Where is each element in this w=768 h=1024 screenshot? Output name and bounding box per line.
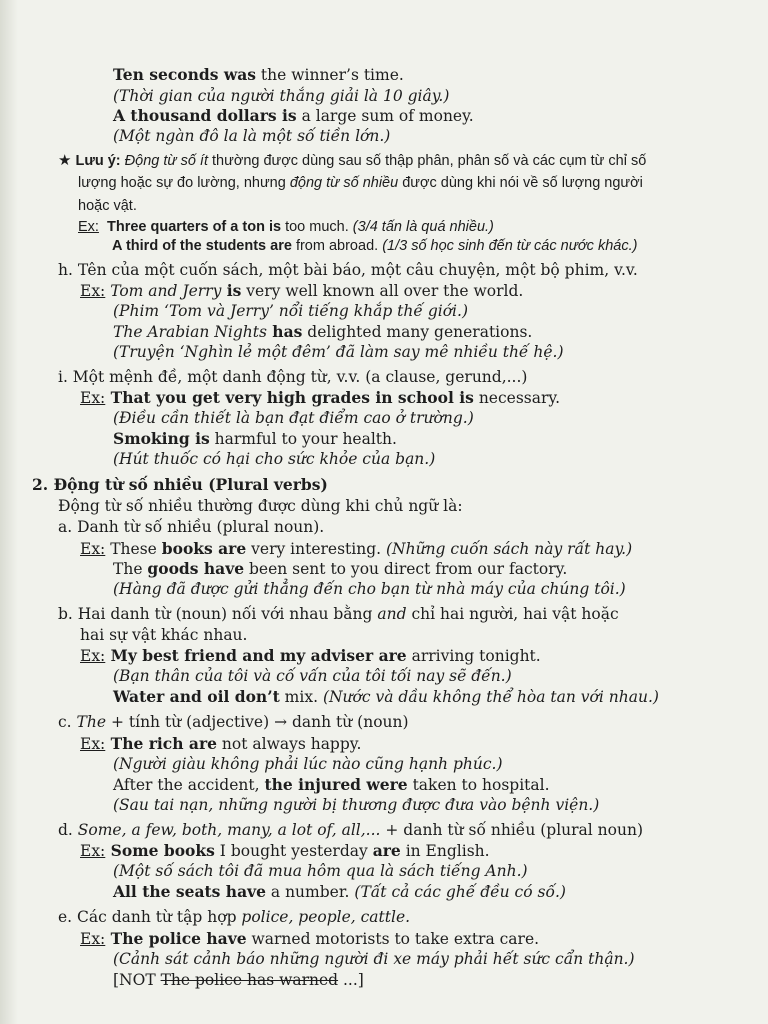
bold-text: are <box>372 841 401 860</box>
translation-line: (Một số sách tôi đã mua hôm qua là sách tiếng Anh.) <box>113 862 528 880</box>
star-icon: ★ <box>58 151 72 169</box>
text: delighted many generations. <box>302 323 533 341</box>
struck-text: The police has warned <box>160 971 339 989</box>
example-line <box>80 929 539 949</box>
text: These <box>105 540 162 558</box>
text: the winner’s time. <box>256 66 404 84</box>
bold-text: The police have <box>105 929 247 948</box>
section-e-title <box>58 907 410 927</box>
text: a large sum of money. <box>296 107 474 125</box>
ex-label: Ex: <box>80 540 106 558</box>
text: not always happy. <box>216 735 362 753</box>
text: ...] <box>338 971 364 989</box>
text: arriving tonight. <box>406 647 541 665</box>
text: [NOT <box>113 971 161 989</box>
bold-text: A thousand dollars is <box>113 106 297 125</box>
section-h-title: h. Tên của một cuốn sách, một bài báo, một câu chuyện, một bộ phim, v.v. <box>58 261 638 279</box>
italic-text: Some, a few, both, many, a lot of, all,... <box>77 821 381 839</box>
bold-text: is <box>221 281 242 300</box>
italic-text: (Nước và dầu không thể hòa tan với nhau.) <box>322 688 659 706</box>
translation-line: (Hút thuốc có hại cho sức khỏe của bạn.) <box>113 450 436 468</box>
translation-line: (Truyện ‘Nghìn lẻ một đêm’ đã làm say mê nhiều thế hệ.) <box>113 343 564 361</box>
example-line <box>113 775 550 795</box>
example-line <box>113 559 567 579</box>
page-edge-shadow <box>0 0 18 1024</box>
italic-text: The Arabian Nights <box>113 323 267 341</box>
bold-text: Three quarters of a ton is <box>107 219 282 235</box>
translation-line: (Người giàu không phải lúc nào cũng hạnh phúc.) <box>113 755 503 773</box>
text: e. Các danh từ tập hợp <box>58 908 242 926</box>
note-example-line <box>112 236 637 256</box>
example-line <box>113 882 566 902</box>
bold-text: the injured were <box>264 775 408 794</box>
example-line <box>80 539 632 559</box>
bold-text: All the seats have <box>113 882 266 901</box>
ex-label: Ex: <box>80 389 106 407</box>
italic-text: (Những cuốn sách này rất hay.) <box>386 540 633 558</box>
text: warned motorists to take extra care. <box>246 930 540 948</box>
note-line: hoặc vật. <box>78 198 137 214</box>
text: thường được dùng sau số thập phân, phân số và các cụm từ chỉ số <box>208 153 647 169</box>
text: a number. <box>265 883 355 901</box>
text: been sent to you direct from our factory. <box>244 560 568 578</box>
example-line <box>113 106 474 126</box>
example-line <box>80 734 361 754</box>
italic-text: (1/3 số học sinh đến từ các nước khác.) <box>382 238 638 254</box>
text: chỉ hai người, hai vật hoặc <box>406 605 619 623</box>
text: c. <box>58 713 77 731</box>
text: The <box>113 560 148 578</box>
italic-text: Động từ số ít <box>120 153 208 169</box>
text: very interesting. <box>246 540 386 558</box>
example-line <box>80 281 523 301</box>
translation-line: (Thời gian của người thắng giải là 10 giây.) <box>113 87 450 105</box>
text: very well known all over the world. <box>241 282 524 300</box>
note-line <box>58 150 646 171</box>
text: too much. <box>281 219 353 235</box>
translation-line: (Phim ‘Tom và Jerry’ nổi tiếng khắp thế giới.) <box>113 302 468 320</box>
translation-line: (Một ngàn đô la là một số tiền lớn.) <box>113 127 391 145</box>
text: from abroad. <box>291 238 383 254</box>
text: + tính từ (adjective) → danh từ (noun) <box>106 713 409 731</box>
bold-text: Ten seconds was <box>113 65 256 84</box>
bold-text: has <box>266 322 303 341</box>
text: taken to hospital. <box>407 776 550 794</box>
bold-text: Some books <box>105 841 215 860</box>
ex-label: Ex: <box>80 930 106 948</box>
note-line <box>78 173 643 193</box>
bold-text: Water and oil don’t <box>113 687 280 706</box>
text: necessary. <box>473 389 561 407</box>
text: After the accident, <box>113 776 265 794</box>
note-example-line <box>78 217 494 237</box>
example-line <box>80 388 560 408</box>
text: b. Hai danh từ (noun) nối với nhau bằng <box>58 605 378 623</box>
bold-text: My best friend and my adviser are <box>105 646 407 665</box>
example-line <box>113 429 397 449</box>
bold-text: Smoking is <box>113 429 210 448</box>
text: được dùng khi nói về số lượng người <box>398 175 643 191</box>
italic-text: động từ số nhiều <box>289 175 399 191</box>
text: + danh từ số nhiều (plural noun) <box>380 821 644 839</box>
ex-label: Ex: <box>80 647 106 665</box>
example-line <box>113 687 659 707</box>
text: in English. <box>400 842 490 860</box>
section-d-title <box>58 820 643 840</box>
section-2-heading: 2. Động từ số nhiều (Plural verbs) <box>32 475 328 494</box>
translation-line: (Sau tai nạn, những người bị thương được đưa vào bệnh viện.) <box>113 796 600 814</box>
italic-text: and <box>377 605 407 623</box>
italic-text: (Tất cả các ghế đều có số.) <box>354 883 566 901</box>
ex-label: Ex: <box>80 282 106 300</box>
bold-text: A third of the students are <box>112 238 292 254</box>
italic-text: (3/4 tấn là quá nhiều.) <box>352 219 494 235</box>
ex-label: Ex: <box>80 735 106 753</box>
bold-text: goods have <box>147 559 245 578</box>
example-line <box>113 65 404 85</box>
text: harmful to your health. <box>209 430 397 448</box>
section-2-intro: Động từ số nhiều thường được dùng khi chủ ngữ là: <box>58 497 463 515</box>
example-line <box>80 841 490 861</box>
translation-line: (Bạn thân của tôi và cố vấn của tôi tối nay sẽ đến.) <box>113 667 512 685</box>
bold-text: books are <box>161 539 247 558</box>
example-line <box>113 970 364 990</box>
ex-label: Ex: <box>78 219 99 235</box>
text: mix. <box>279 688 323 706</box>
section-b-title-cont: hai sự vật khác nhau. <box>80 626 248 644</box>
ex-label: Ex: <box>80 842 106 860</box>
example-line <box>80 646 541 666</box>
text: d. <box>58 821 78 839</box>
bold-text: The rich are <box>105 734 217 753</box>
section-i-title: i. Một mệnh đề, một danh động từ, v.v. (a clause, gerund,...) <box>58 368 528 386</box>
text: I bought yesterday <box>214 842 373 860</box>
bold-text: That you get very high grades in school is <box>105 388 474 407</box>
note-label: Lưu ý: <box>75 153 121 169</box>
example-line <box>113 322 532 342</box>
italic-text: police, people, cattle. <box>241 908 411 926</box>
translation-line: (Hàng đã được gửi thẳng đến cho bạn từ nhà máy của chúng tôi.) <box>113 580 626 598</box>
translation-line: (Điều cần thiết là bạn đạt điểm cao ở trường.) <box>113 409 474 427</box>
translation-line: (Cảnh sát cảnh báo những người đi xe máy phải hết sức cẩn thận.) <box>113 950 635 968</box>
italic-text: The <box>76 713 107 731</box>
section-c-title <box>58 712 409 732</box>
section-a-title: a. Danh từ số nhiều (plural noun). <box>58 518 325 536</box>
text: lượng hoặc sự đo lường, nhưng <box>78 175 290 191</box>
italic-text: Tom and Jerry <box>110 282 222 300</box>
section-b-title <box>58 604 619 624</box>
